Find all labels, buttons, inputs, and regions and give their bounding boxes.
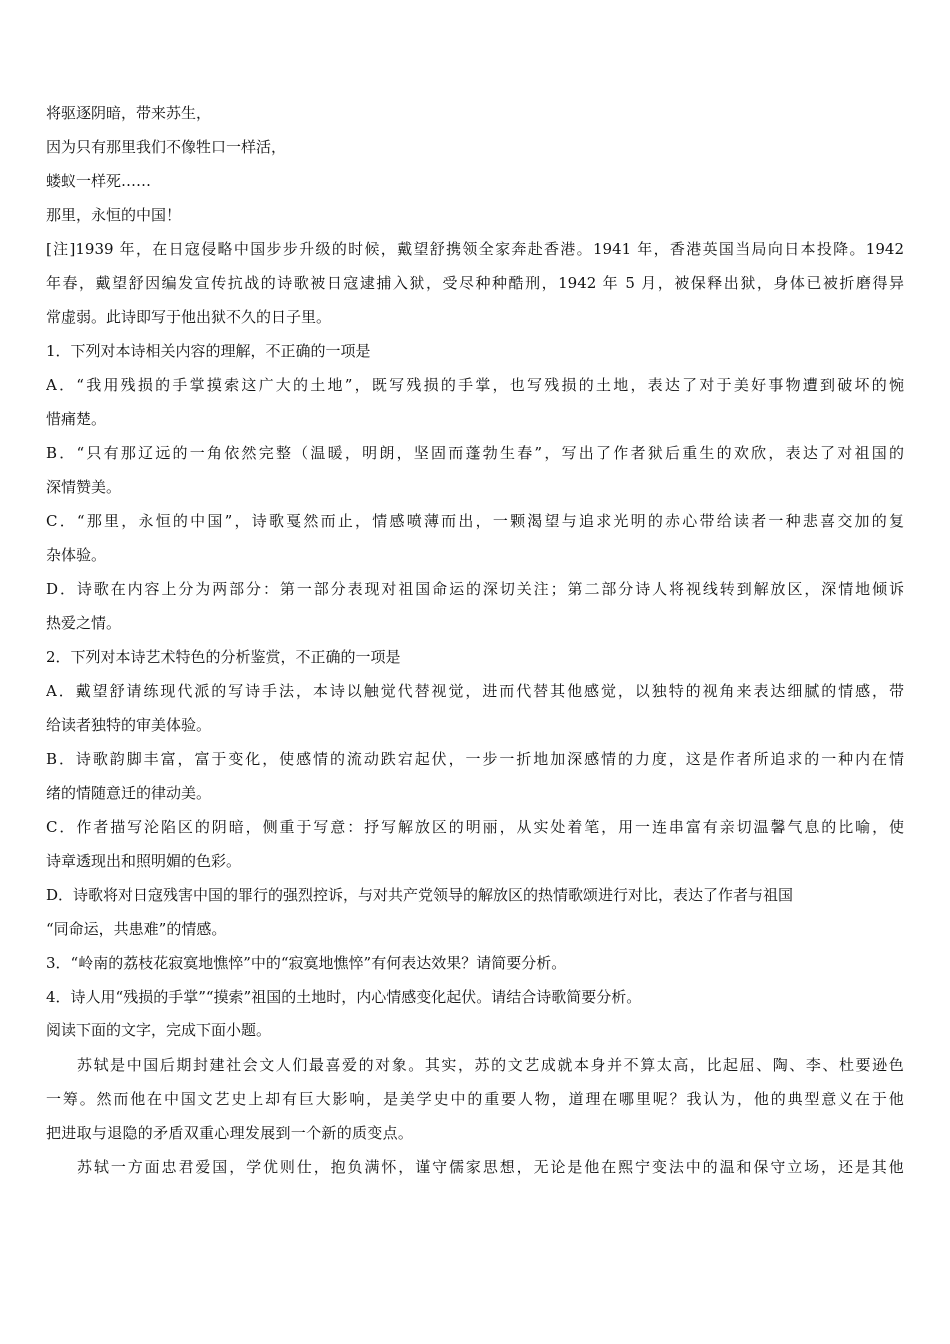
question-1 [46, 334, 904, 640]
passage-paragraph [46, 1150, 904, 1184]
option-line: 热爱之情。 [46, 614, 122, 632]
option-line: C．“那里，永恒的中国”，诗歌戛然而止，情感喷薄而出，一颗渴望与追求光明的赤心带给读者一种悲喜交加的复 [46, 512, 904, 530]
option-b [46, 742, 904, 810]
question-4 [46, 980, 904, 1014]
option-line: 惜痛楚。 [46, 410, 107, 428]
passage-line: 苏轼一方面忠君爱国，学优则仕，抱负满怀，谨守儒家思想，无论是他在熙宁变法中的温和保守立场，还是其他 [77, 1158, 904, 1176]
option-line: 深情赞美。 [46, 478, 122, 496]
option-a [46, 368, 904, 436]
question-stem: 1．下列对本诗相关内容的理解，不正确的一项是 [46, 342, 371, 360]
option-line: C．作者描写沦陷区的阴暗，侧重于写意：抒写解放区的明丽，从实处着笔，用一连串富有亲切温馨气息的比喻，使 [46, 818, 904, 836]
option-line: B．“只有那辽远的一角依然完整（温暖，明朗，坚固而蓬勃生春”，写出了作者狱后重生的欢欣，表达了对祖国的 [46, 444, 904, 462]
passage-line: 一筹。然而他在中国文艺史上却有巨大影响，是美学史中的重要人物，道理在哪里呢？我认为，他的典型意义在于他 [46, 1090, 904, 1108]
option-d [46, 878, 904, 946]
question-2 [46, 640, 904, 946]
question-stem: 2．下列对本诗艺术特色的分析鉴赏，不正确的一项是 [46, 648, 401, 666]
option-line: 给读者独特的审美体验。 [46, 716, 212, 734]
note-line: 年春，戴望舒因编发宣传抗战的诗歌被日寇逮捕入狱，受尽种种酷刑，1942 年 5 月，被保释出狱，身体已被折磨得异 [46, 274, 904, 292]
poem-line: 那里，永恒的中国！ [46, 206, 182, 224]
question-stem: 3．“岭南的荔枝花寂寞地憔悴”中的“寂寞地憔悴”有何表达效果？请简要分析。 [46, 954, 567, 972]
passage-line: 苏轼是中国后期封建社会文人们最喜爱的对象。其实，苏的文艺成就本身并不算太高，比起屈、陶、李、杜要逊色 [77, 1056, 904, 1074]
poem-line: 将驱逐阴暗，带来苏生， [46, 104, 212, 122]
option-d [46, 572, 904, 640]
option-line: D．诗歌将对日寇残害中国的罪行的强烈控诉，与对共产党领导的解放区的热情歌颂进行对比，表达了作者与祖国 [46, 886, 794, 904]
note-line: 常虚弱。此诗即写于他出狱不久的日子里。 [46, 308, 332, 326]
option-line: A．戴望舒请练现代派的写诗手法，本诗以触觉代替视觉，进而代替其他感觉，以独特的视角来表达细腻的情感，带 [46, 682, 904, 700]
option-line: 杂体验。 [46, 546, 107, 564]
question-3 [46, 946, 904, 980]
poem-line: 蝼蚁一样死…… [46, 172, 152, 190]
poem-line: 因为只有那里我们不像牲口一样活， [46, 138, 287, 156]
question-stem: 4．诗人用“残损的手掌”“摸索”祖国的土地时，内心情感变化起伏。请结合诗歌简要分析。 [46, 988, 642, 1006]
option-c [46, 810, 904, 878]
option-b [46, 436, 904, 504]
option-line: B．诗歌韵脚丰富，富于变化，使感情的流动跌宕起伏，一步一折地加深感情的力度，这是作者所追求的一种内在情 [46, 750, 904, 768]
passage-paragraph [46, 1048, 904, 1150]
option-line: A．“我用残损的手掌摸索这广大的土地”，既写残损的手掌，也写残损的土地，表达了对于美好事物遭到破坏的惋 [46, 376, 904, 394]
reading-instruction: 阅读下面的文字，完成下面小题。 [46, 1023, 272, 1039]
reading-passage [46, 1048, 904, 1184]
option-line: D．诗歌在内容上分为两部分：第一部分表现对祖国命运的深切关注；第二部分诗人将视线转到解放区，深情地倾诉 [46, 580, 904, 598]
poem-note [46, 232, 904, 334]
passage-line: 把进取与退隐的矛盾双重心理发展到一个新的质变点。 [46, 1124, 414, 1142]
poem-excerpt [46, 96, 904, 232]
option-a [46, 674, 904, 742]
option-c [46, 504, 904, 572]
note-line: [注]1939 年，在日寇侵略中国步步升级的时候，戴望舒携领全家奔赴香港。1941 年，香港英国当局向日本投降。1942 [46, 240, 904, 258]
option-line: “同命运，共患难”的情感。 [46, 920, 227, 938]
option-line: 诗章透现出和照明媚的色彩。 [46, 852, 242, 870]
option-line: 绪的情随意迁的律动美。 [46, 784, 212, 802]
